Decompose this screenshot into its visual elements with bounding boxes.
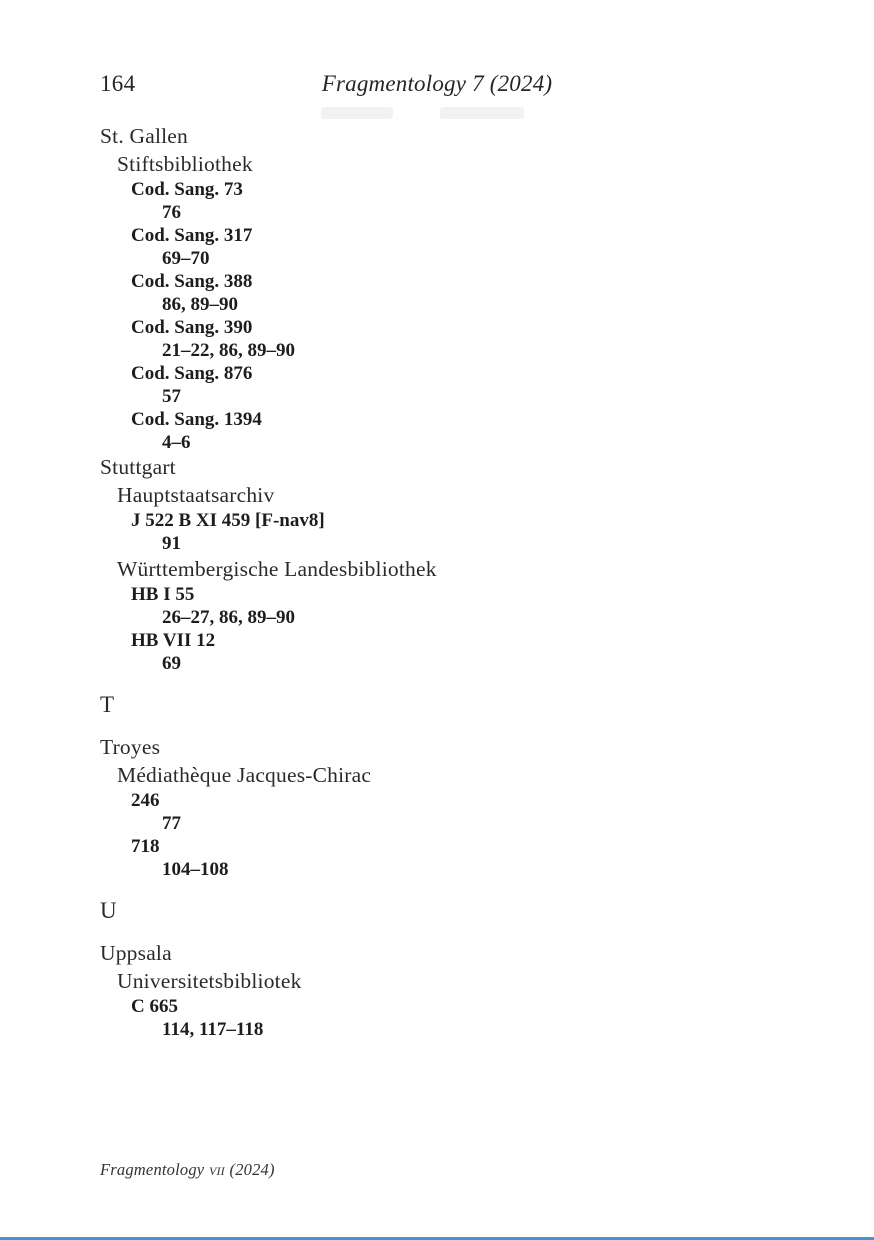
index-entry-shelfmark: Cod. Sang. 1394: [131, 409, 262, 430]
page-footer: [100, 1160, 275, 1180]
index-entry-letter: T: [100, 692, 115, 717]
footer-year: (2024): [229, 1160, 275, 1179]
index-entry-library: Stiftsbibliothek: [117, 152, 253, 176]
index-entry-shelfmark: HB I 55: [131, 584, 195, 605]
index-entry-library: Hauptstaatsarchiv: [117, 483, 275, 507]
index-entry-pages: 69–70: [162, 248, 210, 269]
index-entry-pages: 4–6: [162, 432, 191, 453]
index-entry-shelfmark: Cod. Sang. 317: [131, 225, 253, 246]
index-entry-city: Uppsala: [100, 941, 172, 965]
index-entry-shelfmark: 246: [131, 790, 160, 811]
index-entry-city: St. Gallen: [100, 124, 188, 148]
index-entry-pages: 26–27, 86, 89–90: [162, 607, 295, 628]
page-header: [0, 71, 874, 101]
index-entry-city: Troyes: [100, 735, 161, 759]
index-entry-pages: 86, 89–90: [162, 294, 238, 315]
index-entry-pages: 104–108: [162, 859, 229, 880]
index-entry-pages: 77: [162, 813, 181, 834]
index-entry-shelfmark: 718: [131, 836, 160, 857]
index-entry-pages: 76: [162, 202, 181, 223]
index-entry-shelfmark: C 665: [131, 996, 178, 1017]
index-of-manuscripts: [100, 123, 780, 1041]
index-entry-pages: 57: [162, 386, 181, 407]
index-entry-shelfmark: Cod. Sang. 390: [131, 317, 253, 338]
index-entry-shelfmark: Cod. Sang. 388: [131, 271, 253, 292]
index-entry-shelfmark: HB VII 12: [131, 630, 216, 651]
index-entry-shelfmark: Cod. Sang. 73: [131, 179, 243, 200]
index-entry-letter: U: [100, 898, 117, 923]
index-entry-shelfmark: J 522 B XI 459 [F-nav8]: [131, 510, 325, 531]
index-entry-pages: 114, 117–118: [162, 1019, 264, 1040]
index-entry-pages: 91: [162, 533, 181, 554]
footer-journal-name: Fragmentology: [100, 1160, 205, 1179]
footer-volume-number: vii: [208, 1160, 225, 1179]
index-entry-library: Universitetsbibliotek: [117, 969, 302, 993]
scan-artifact: [321, 107, 393, 119]
running-title: Fragmentology 7 (2024): [321, 71, 553, 96]
index-entry-shelfmark: Cod. Sang. 876: [131, 363, 253, 384]
page-number: 164: [100, 71, 136, 96]
index-entry-pages: 69: [162, 653, 181, 674]
index-entry-library: Württembergische Landesbibliothek: [117, 557, 437, 581]
scan-artifact: [440, 107, 524, 119]
index-entry-pages: 21–22, 86, 89–90: [162, 340, 295, 361]
index-entry-library: Médiathèque Jacques-Chirac: [117, 763, 372, 787]
index-entry-city: Stuttgart: [100, 455, 176, 479]
